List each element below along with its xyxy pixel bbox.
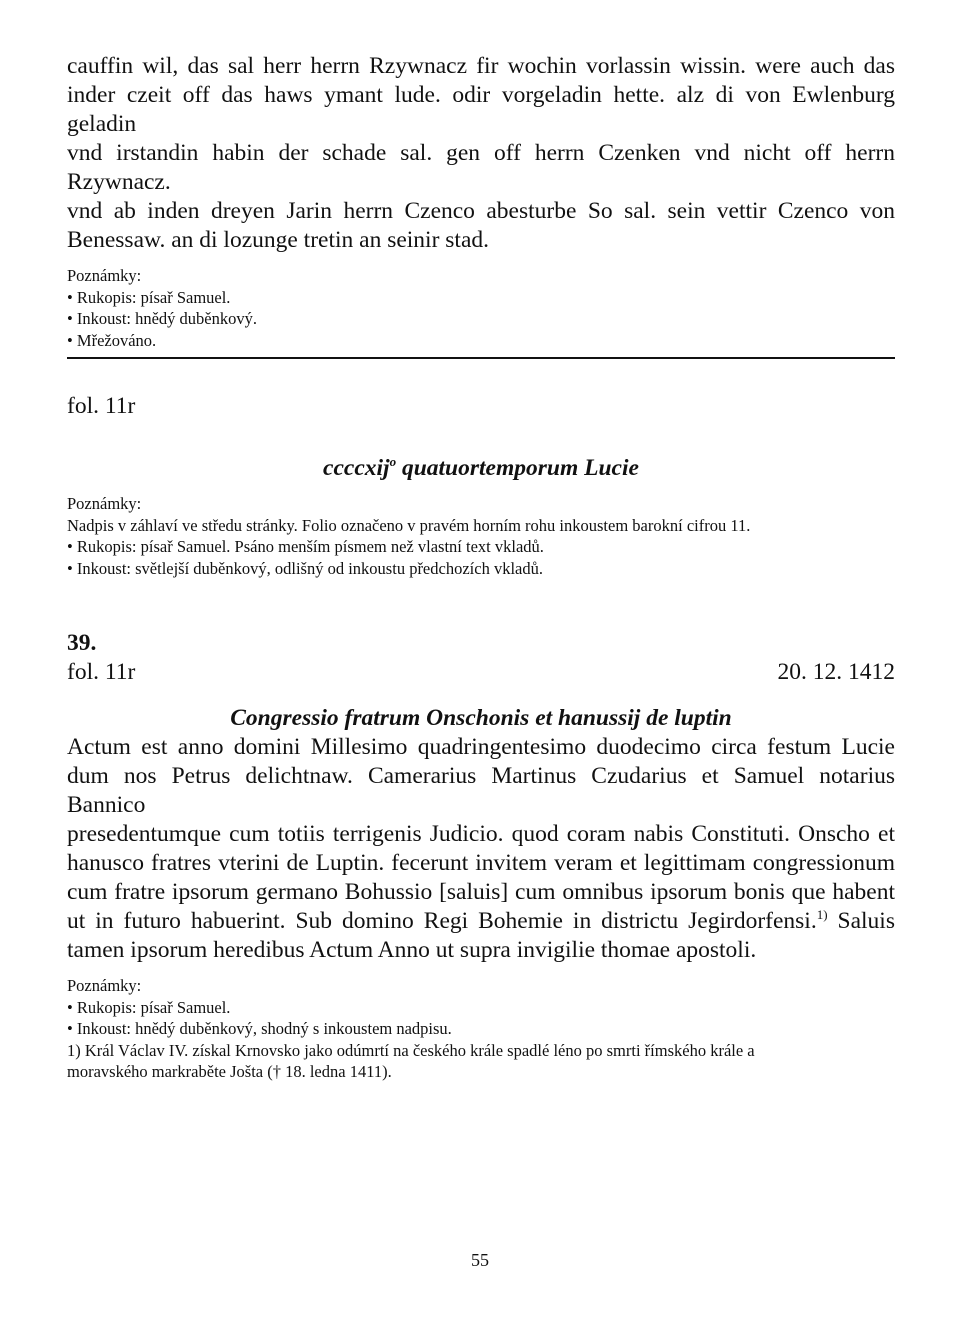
text-line: cauffin wil, das sal herr herrn Rzywnacz fir wochin vorlassin wissin. were auch das <box>67 53 895 79</box>
entry-number: 39. <box>67 630 97 656</box>
footnote-line: 1) Král Václav IV. získal Krnovsko jako odúmrtí na českého krále spadlé léno po smrti římského krále a <box>67 1040 755 1060</box>
text-line: hanusco fratres vterini de Luptin. fecerunt invitem veram et legittimam congressionum <box>67 850 895 876</box>
note-item: • Rukopis: písař Samuel. <box>67 997 231 1017</box>
note-item: • Mřežováno. <box>67 330 157 350</box>
footnote-line: moravského markraběte Jošta († 18. ledna 1411). <box>67 1062 392 1081</box>
entry-folio-date-row <box>67 658 895 687</box>
page-number: 55 <box>471 1250 489 1270</box>
notes-label: Poznámky: <box>67 266 142 285</box>
note-item: • Inkoust: hnědý duběnkový. <box>67 309 258 328</box>
note-item: Nadpis v záhlaví ve středu stránky. Folio označeno v pravém horním rohu inkoustem barokní cifrou 11. <box>67 515 751 535</box>
text-line: inder czeit off das haws ymant lude. odir vorgeladin hette. alz di von Ewlenburg geladin <box>67 82 895 137</box>
notes-block-3 <box>67 975 895 1083</box>
entry-date: 20. 12. 1412 <box>777 659 895 685</box>
notes-block-2 <box>67 493 895 579</box>
heading-superscript: o <box>389 454 397 470</box>
notes-label: Poznámky: <box>67 494 142 513</box>
entry-text <box>67 733 895 965</box>
note-item: • Inkoust: hnědý duběnkový, shodný s inkoustem nadpisu. <box>67 1019 452 1038</box>
folio-label: fol. 11r <box>67 393 136 419</box>
text-segment: Saluis <box>827 908 895 934</box>
heading-main: ccccxij <box>323 455 390 481</box>
note-item: • Inkoust: světlejší duběnkový, odlišný od inkoustu předchozích vkladů. <box>67 558 543 578</box>
text-line: vnd irstandin habin der schade sal. gen off herrn Czenken vnd nicht off herrn Rzywnacz. <box>67 140 895 195</box>
notes-label: Poznámky: <box>67 976 142 995</box>
text-line: dum nos Petrus delichtnaw. Camerarius Martinus Czudarius et Samuel notarius Bannico <box>67 763 895 818</box>
text-line: tamen ipsorum heredibus Actum Anno ut supra invigilie thomae apostoli. <box>67 937 757 963</box>
text-line: cum fratre ipsorum germano Bohussio [saluis] cum omnibus ipsorum bonis que habent <box>67 879 895 905</box>
text-line <box>67 907 895 936</box>
section-heading <box>67 454 895 483</box>
footnote-mark: 1) <box>816 907 828 923</box>
page-content <box>67 52 895 1083</box>
note-item: • Rukopis: písař Samuel. <box>67 287 231 307</box>
text-line: Actum est anno domini Millesimo quadringentesimo duodecimo circa festum Lucie <box>67 734 895 760</box>
text-block-1 <box>67 52 895 255</box>
text-line: presedentumque cum totiis terrigenis Judicio. quod coram nabis Constituti. Onscho et <box>67 821 895 847</box>
note-item: • Rukopis: písař Samuel. Psáno menším písmem než vlastní text vkladů. <box>67 537 544 556</box>
text-segment: ut in futuro habuerint. Sub domino Regi Bohemie in districtu Jegirdorfensi. <box>67 908 817 934</box>
section-divider <box>67 357 895 359</box>
text-line: vnd ab inden dreyen Jarin herrn Czenco abesturbe So sal. sein vettir Czenco von <box>67 198 895 224</box>
notes-block-1 <box>67 265 895 351</box>
entry-folio: fol. 11r <box>67 659 136 685</box>
entry-title: Congressio fratrum Onschonis et hanussij de luptin <box>230 705 732 731</box>
text-line: Benessaw. an di lozunge tretin an seinir stad. <box>67 227 490 253</box>
heading-rest: quatuortemporum Lucie <box>396 455 639 481</box>
